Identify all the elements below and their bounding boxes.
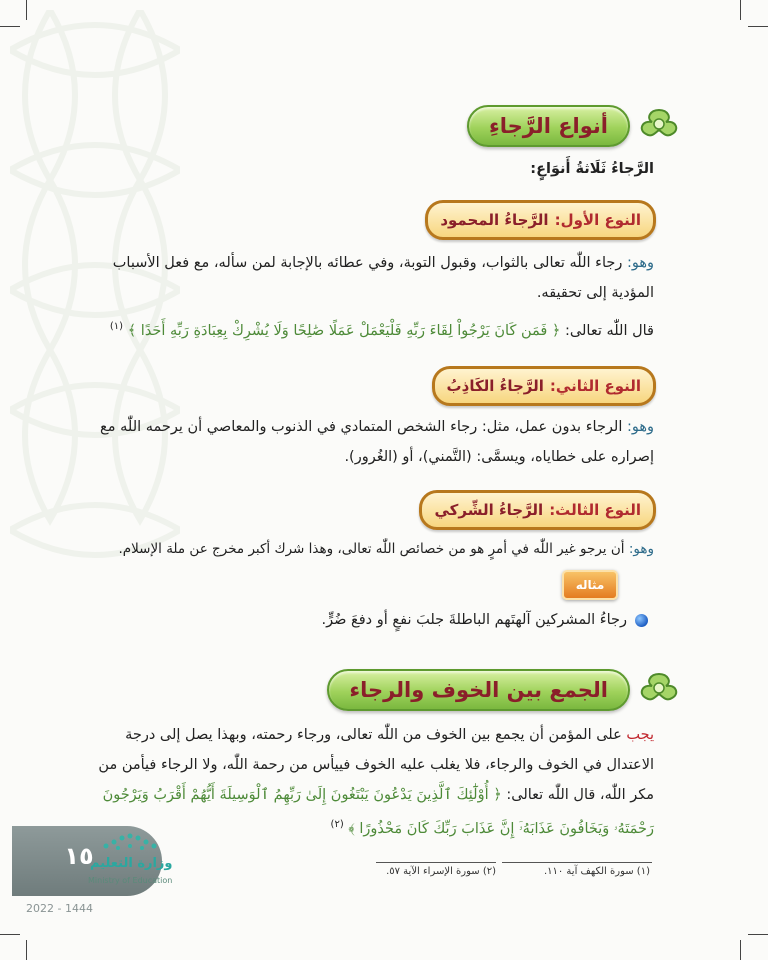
paragraph-line: رجاء اللّٰه تعالى بالثواب، وقبول التوبة، وفي عطائه بالإجابة لمن سأله، مع فعل الأسباب — [112, 255, 623, 271]
quran-verse: ﴿ فَمَن كَانَ يَرْجُواْ لِقَاءَ رَبِّهِ فَلْيَعْمَلْ عَمَلًا صَٰلِحًا وَلَا يُشْرِكْ بِعِبَادَةِ رَبِّهِ أَحَدًا ﴾ — [127, 322, 561, 339]
type1-paragraph — [98, 248, 654, 278]
footnote-2: (٢) سورة الإسراء الآية ٥٧. — [386, 866, 496, 877]
subheading-name: الرَّجاءُ الكَاذِبُ — [446, 377, 544, 395]
subheading-name: الرَّجاءُ الشِّركي — [434, 501, 544, 519]
subheading-key: النوع الأول: — [554, 211, 641, 229]
subheading-type3 — [419, 490, 656, 530]
paragraph-label: وهو: — [628, 541, 654, 557]
type1-paragraph-cont — [98, 278, 654, 308]
combine-quote — [98, 780, 654, 810]
example-badge: مثاله — [562, 570, 618, 600]
subheading-type1 — [425, 200, 656, 240]
combine-paragraph — [98, 720, 654, 750]
page-number: ١٥ — [64, 842, 94, 870]
paragraph-line: الرجاء بدون عمل، مثل: رجاء الشخص المتمادي في الذنوب والمعاصي أن يرحمه اللّٰه مع — [100, 419, 623, 435]
bullet-icon — [635, 614, 648, 627]
example-item — [322, 612, 649, 628]
footnote-divider — [502, 862, 652, 863]
combine-paragraph-cont — [98, 750, 654, 780]
paragraph-line: الاعتدال في الخوف والرجاء، فلا يغلب عليه الخوف فييأس من رحمة اللّٰه، ولا الرجاء فيأمن من — [98, 757, 654, 773]
subheading-type2 — [432, 366, 656, 406]
quote-intro: مكر اللّٰه، قال اللّٰه تعالى: — [506, 787, 654, 803]
flower-ornament-icon — [636, 670, 682, 710]
ministry-name: وزارة التعليم — [90, 856, 173, 871]
heading-title: الجمع بين الخوف والرجاء — [327, 669, 630, 711]
footnote-1: (١) سورة الكهف آية ١١٠. — [543, 866, 650, 877]
combine-quote-cont — [98, 810, 654, 844]
paragraph-line: إصراره على خطاياه، ويسمَّى: (التَّمني)، أو (الغُرور). — [344, 449, 654, 465]
type3-paragraph — [98, 534, 654, 564]
paragraph-line: أن يرجو غير اللّٰه في أمرٍ هو من خصائص اللّٰه تعالى، وهذا شرك أكبر مخرج عن ملة الإسلام. — [118, 541, 625, 557]
type1-quote — [98, 312, 654, 346]
footnote-ref: (١) — [109, 321, 124, 332]
paragraph-label: يجب — [626, 727, 654, 743]
example-text: رجاءُ المشركين آلهتَهم الباطلةَ جلبَ نفعٍ أو دفعَ ضُرٍّ. — [321, 612, 627, 628]
paragraph-label: وهو: — [626, 255, 654, 271]
paragraph-line: على المؤمن أن يجمع بين الخوف من اللّٰه تعالى، ورجاء رحمته، وبهذا يصل إلى درجة — [125, 727, 622, 743]
type2-paragraph-cont — [98, 442, 654, 472]
ministry-name-en: Ministry of Education — [88, 876, 173, 885]
footnote-ref: (٢) — [330, 819, 344, 830]
intro-text: الرَّجاءُ ثَلَاثةُ أَنوَاعٍ: — [530, 161, 654, 177]
quote-intro: قال اللّٰه تعالى: — [565, 322, 654, 339]
type2-paragraph — [98, 412, 654, 442]
paragraph-label: وهو: — [626, 419, 654, 435]
quran-verse: ﴿ أُوْلَٰٓئِكَ ٱلَّذِينَ يَدْعُونَ يَبْتَغُونَ إِلَىٰ رَبِّهِمُ ٱلْوَسِيلَةَ أَيُّهُمْ أَقْرَبُ وَيَرْجُونَ — [102, 787, 502, 803]
section-heading-types — [467, 102, 682, 150]
footnote-divider — [376, 862, 496, 863]
subheading-name: الرَّجاءُ المحمود — [440, 211, 549, 229]
subheading-key: النوع الثالث: — [549, 501, 641, 519]
ministry-logo-icon — [100, 826, 160, 854]
quran-verse: رَحْمَتَهُۥ وَيَخَافُونَ عَذَابَهُۥٓ إِنَّ عَذَابَ رَبِّكَ كَانَ مَحْذُورًا ﴾ — [348, 820, 654, 837]
heading-title: أنواع الرَّجاءِ — [467, 105, 630, 147]
section-heading-combine — [327, 666, 682, 714]
flower-ornament-icon — [636, 106, 682, 146]
paragraph-line: المؤدية إلى تحقيقه. — [536, 285, 654, 301]
subheading-key: النوع الثاني: — [549, 377, 641, 395]
edition-year: 2022 - 1444 — [26, 902, 93, 915]
